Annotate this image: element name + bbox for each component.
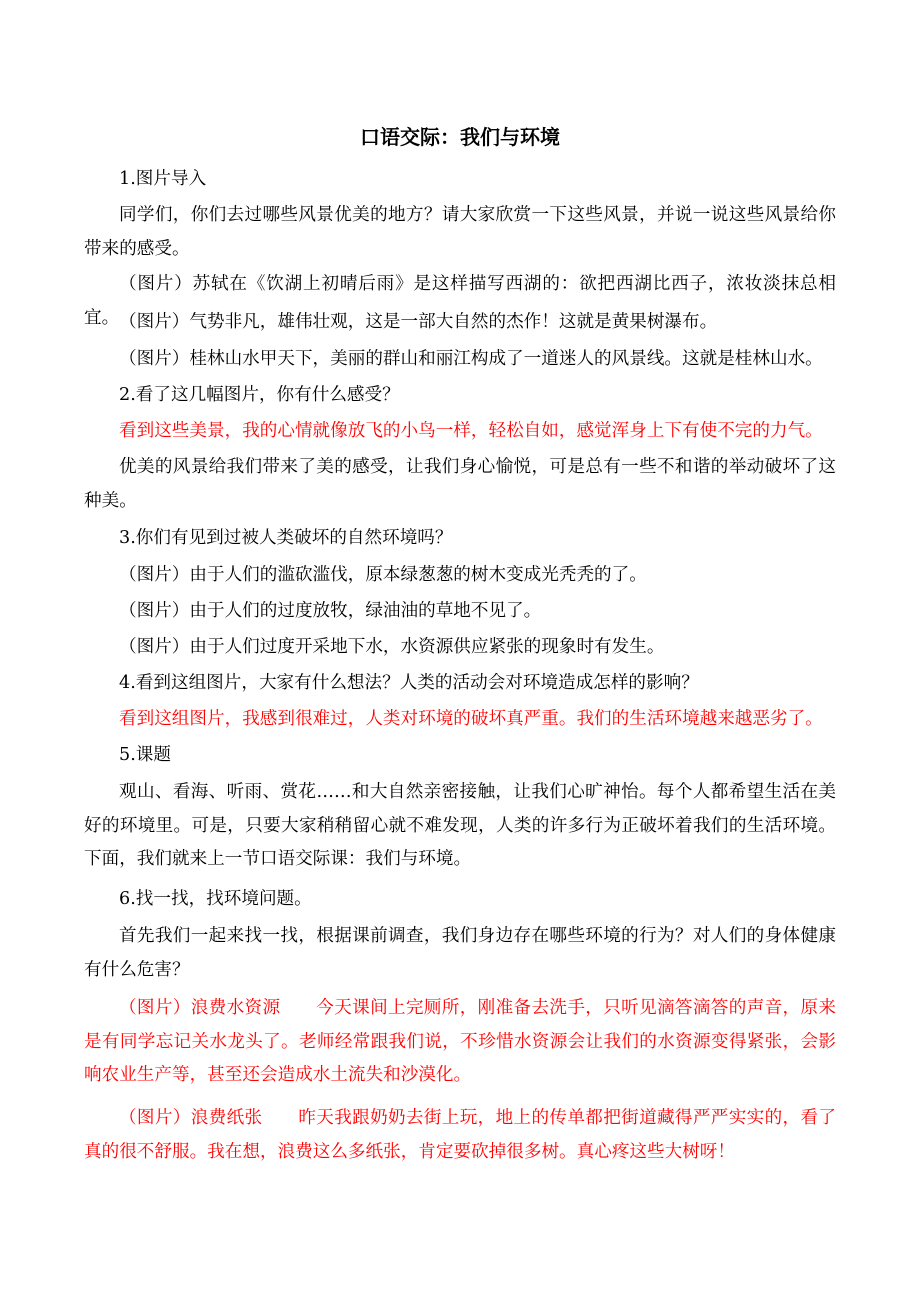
answer-paper-waste: （图片）浪费纸张 昨天我跟奶奶去街上玩，地上的传单都把街道藏得严严实实的，看了真的很不舒服。我在想，浪费这么多纸张，肯定要砍掉很多树。真心疼这些大树呀！: [84, 1108, 836, 1162]
paragraph-5-heading: 5.课题: [119, 745, 171, 765]
paragraph-groundwater: （图片）由于人们过度开采地下水，水资源供应紧张的现象时有发生。: [119, 637, 665, 657]
paragraph-6-heading: 6.找一找，找环境问题。: [119, 889, 312, 909]
paragraph-3-heading: 3.你们有见到过被人类破坏的自然环境吗？: [119, 528, 453, 548]
paragraph-guilin: （图片）桂林山水甲天下，美丽的群山和丽江构成了一道迷人的风景线。这就是桂林山水。: [119, 349, 823, 369]
paragraph-4-heading: 4.看到这组图片，大家有什么想法？人类的活动会对环境造成怎样的影响？: [119, 673, 699, 693]
paragraph-2-heading: 2.看了这几幅图片，你有什么感受？: [119, 385, 400, 405]
paragraph-intro-question: 同学们，你们去过哪些风景优美的地方？请大家欣赏一下这些风景，并说一说这些风景给你带来的感受。: [84, 205, 836, 259]
paragraph-huangguoshu: （图片）气势非凡，雄伟壮观，这是一部大自然的杰作！这就是黄果树瀑布。: [119, 312, 718, 332]
paragraph-deforestation: （图片）由于人们的滥砍滥伐，原本绿葱葱的树木变成光秃秃的了。: [119, 565, 647, 585]
answer-feeling: 看到这些美景，我的心情就像放飞的小鸟一样，轻松自如，感觉浑身上下有使不完的力气。: [119, 421, 823, 441]
paragraph-xihu: （图片）苏轼在《饮湖上初晴后雨》是这样描写西湖的：欲把西湖比西子，浓妆淡抹总相宜。: [84, 274, 836, 328]
answer-sad: 看到这组图片，我感到很难过，人类对环境的破坏真严重。我们的生活环境越来越恶劣了。: [119, 709, 823, 729]
paragraph-topic: 观山、看海、听雨、赏花……和大自然亲密接触，让我们心旷神怡。每个人都希望生活在美好的环境里。可是，只要大家稍稍留心就不难发现，人类的许多行为正破坏着我们的生活环境。下面，我们就来上一节口语交际课：我们与环境。: [84, 782, 836, 869]
document-title: 口语交际：我们与环境: [360, 125, 560, 149]
paragraph-1-heading: 1.图片导入: [119, 169, 207, 189]
paragraph-overgrazing: （图片）由于人们的过度放牧，绿油油的草地不见了。: [119, 601, 542, 621]
paragraph-beauty: 优美的风景给我们带来了美的感受，让我们身心愉悦，可是总有一些不和谐的举动破坏了这种美。: [84, 457, 836, 511]
paragraph-investigation: 首先我们一起来找一找，根据课前调查，我们身边存在哪些环境的行为？对人们的身体健康有什么危害？: [84, 926, 836, 980]
answer-water-waste: （图片）浪费水资源 今天课间上完厕所，刚准备去洗手，只听见滴答滴答的声音，原来是有同学忘记关水龙头了。老师经常跟我们说，不珍惜水资源会让我们的水资源变得紧张，会影响农业生产等，甚至还会造成水土流失和沙漠化。: [84, 998, 836, 1085]
